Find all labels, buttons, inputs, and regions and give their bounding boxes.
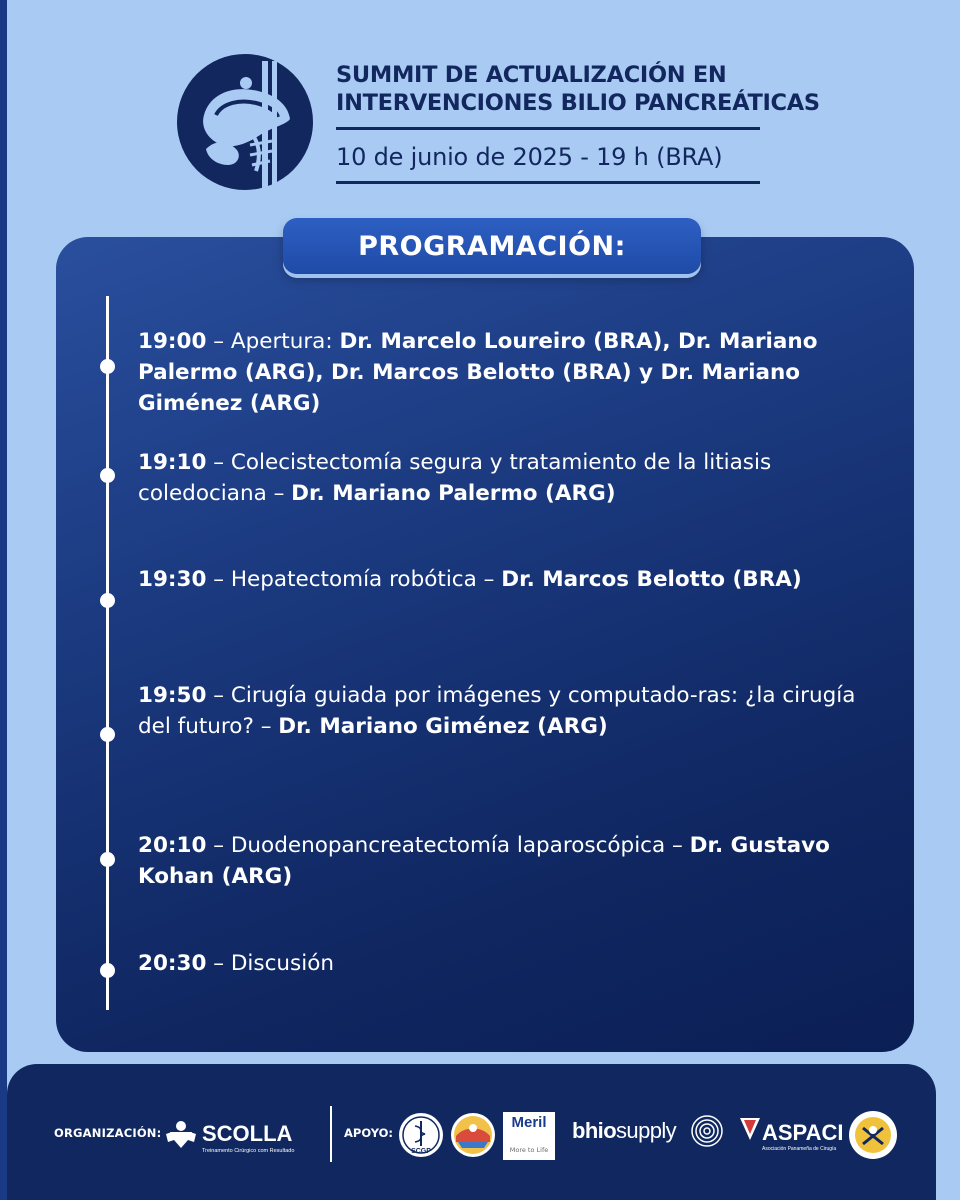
event-title-line1: SUMMIT DE ACTUALIZACIÓN EN <box>336 62 727 88</box>
item-title: Hepatectomía robótica – <box>230 567 502 592</box>
timeline-dot <box>100 593 115 608</box>
bhiosupply-logo <box>572 1118 676 1144</box>
scolla-tagline: Treinamento Cirúrgico com Resultado <box>202 1148 295 1154</box>
support-label: APOYO: <box>344 1126 393 1140</box>
organization-label: ORGANIZACIÓN: <box>54 1126 162 1140</box>
aspaci-name: ASPACI <box>762 1120 844 1145</box>
title-divider-bottom <box>336 181 760 184</box>
item-title: Duodenopancreatectomía laparoscópica – <box>230 833 690 858</box>
timeline-dot <box>100 468 115 483</box>
summit-logo-icon <box>176 53 314 191</box>
item-speaker: Dr. Marcos Belotto (BRA) <box>501 567 802 592</box>
program-item-1950 <box>138 680 858 742</box>
item-speaker: Dr. Mariano Palermo (ARG) <box>291 481 616 506</box>
scgp-name: SCGP <box>411 1148 431 1155</box>
event-title-line2: INTERVENCIONES BILIO PANCREÁTICAS <box>336 90 820 116</box>
item-separator: – <box>206 683 231 708</box>
item-title: Colecistectomía segura y tratamiento de la litiasis coledociana – <box>138 450 772 506</box>
program-item-1910 <box>138 447 858 509</box>
title-divider-top <box>336 127 760 130</box>
program-item-1930 <box>138 564 858 595</box>
scolla-logo <box>164 1114 304 1156</box>
item-time: 19:50 <box>138 683 207 708</box>
bhiosupply-ring-icon <box>690 1114 724 1148</box>
meril-tagline: More to Life <box>509 1146 549 1154</box>
aspaci-logo <box>738 1114 848 1156</box>
scolla-name: SCOLLA <box>202 1121 293 1146</box>
item-separator: – <box>206 833 231 858</box>
society-emblem-icon <box>450 1112 496 1158</box>
program-item-2010 <box>138 830 858 892</box>
aspaci-tagline: Asociación Panameña de Cirugía <box>762 1146 837 1152</box>
program-item-1900 <box>138 326 858 419</box>
meril-logo <box>503 1112 555 1160</box>
item-time: 19:30 <box>138 567 207 592</box>
footer-divider <box>330 1106 332 1162</box>
timeline-dot <box>100 852 115 867</box>
timeline-dot <box>100 963 115 978</box>
bhio-bold: bhio <box>572 1118 617 1143</box>
timeline-dot <box>100 727 115 742</box>
item-title: Discusión <box>230 951 334 976</box>
item-time: 19:10 <box>138 450 207 475</box>
event-date: 10 de junio de 2025 - 19 h (BRA) <box>336 143 723 171</box>
item-title: Cirugía guiada por imágenes y computado-ras: ¿la cirugía del futuro? – <box>138 683 856 739</box>
item-speaker: Dr. Gustavo Kohan (ARG) <box>138 833 830 889</box>
bhio-rest: supply <box>616 1118 677 1143</box>
item-separator: – <box>206 951 231 976</box>
program-item-2030 <box>138 948 858 979</box>
meril-name: Meril <box>511 1114 547 1131</box>
item-separator: – <box>206 450 231 475</box>
item-separator: – <box>206 329 231 354</box>
timeline-dot <box>100 359 115 374</box>
item-speaker: Dr. Marcelo Loureiro (BRA), Dr. Mariano Palermo (ARG), Dr. Marcos Belotto (BRA) y Dr. Mariano Giménez (ARG) <box>138 329 818 416</box>
crest-emblem-icon <box>848 1110 898 1160</box>
event-title <box>336 61 856 117</box>
item-time: 20:10 <box>138 833 207 858</box>
item-speaker: Dr. Mariano Giménez (ARG) <box>278 714 608 739</box>
item-separator: – <box>206 567 231 592</box>
item-title: Apertura: <box>230 329 340 354</box>
scgp-logo <box>398 1112 444 1158</box>
item-time: 19:00 <box>138 329 207 354</box>
item-time: 20:30 <box>138 951 207 976</box>
left-accent-stripe <box>0 0 7 1200</box>
timeline-line <box>106 296 109 1010</box>
program-heading: PROGRAMACIÓN: <box>283 218 701 274</box>
